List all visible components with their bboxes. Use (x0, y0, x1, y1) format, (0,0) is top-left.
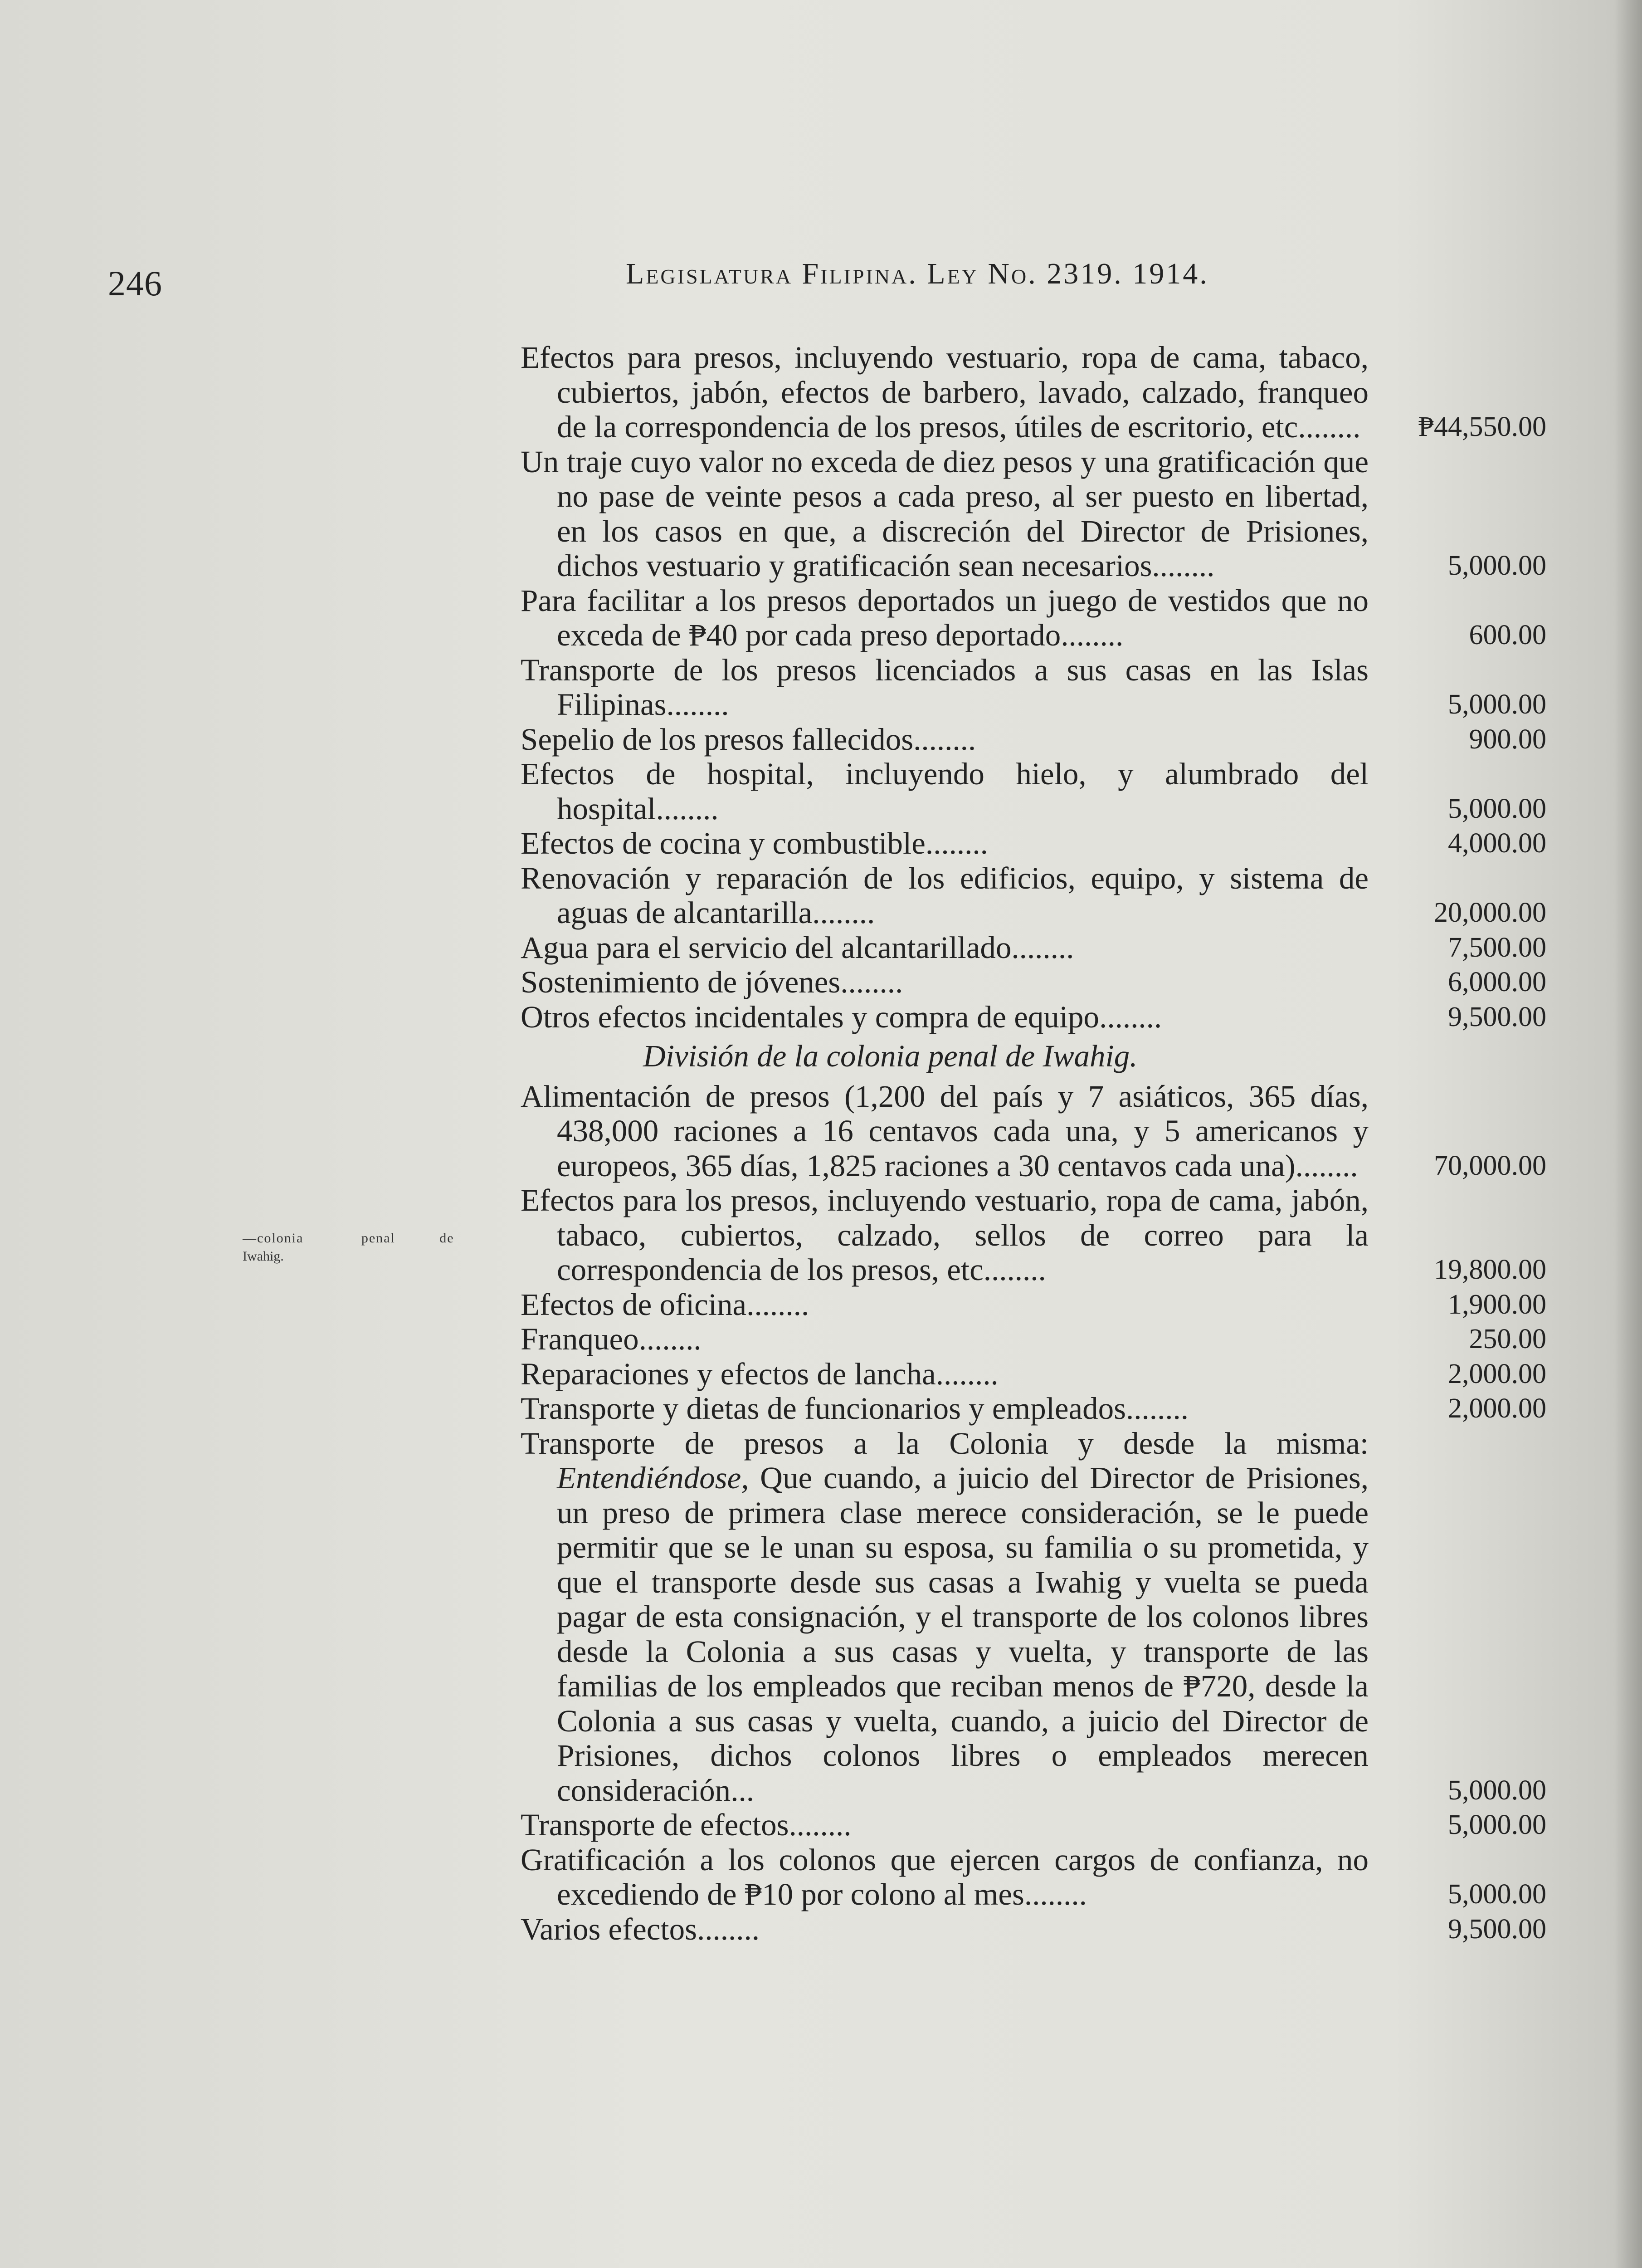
item-amount: 9,500.00 (1448, 1001, 1546, 1032)
page-number: 246 (108, 264, 162, 303)
item-amount: 600.00 (1469, 620, 1546, 650)
margin-note-word: Iwahig. (243, 1249, 284, 1264)
item-description: Efectos para los presos, incluyendo vestuario, ropa de cama, jabón, tabaco, cubiertos, calzado, sellos de correo para la correspondencia de los presos, etc........ (521, 1183, 1369, 1287)
item-description: Reparaciones y efectos de lancha........ (521, 1356, 999, 1391)
item-description: Otros efectos incidentales y compra de equipo........ (521, 999, 1162, 1034)
line-item (521, 583, 1546, 653)
line-item (521, 1287, 1546, 1322)
item-amount: 2,000.00 (1448, 1358, 1546, 1389)
item-amount: 900.00 (1469, 723, 1546, 755)
item-amount: 6,000.00 (1448, 967, 1546, 997)
line-item (521, 757, 1546, 826)
line-item (521, 861, 1546, 930)
item-description: Para facilitar a los presos deportados un juego de vestidos que no exceda de ₱40 por cada preso deportado........ (521, 583, 1369, 652)
item-description: Efectos de hospital, incluyendo hielo, y alumbrado del hospital........ (521, 757, 1369, 826)
item-amount: 2,000.00 (1448, 1393, 1546, 1424)
item-description: Efectos para presos, incluyendo vestuario, ropa de cama, tabaco, cubiertos, jabón, efectos de barbero, lavado, calzado, franqueo de la correspondencia de los presos, útiles de escritorio, etc........ (521, 340, 1369, 444)
item-description: Alimentación de presos (1,200 del país y 7 asiáticos, 365 días, 438,000 raciones a 16 centavos cada una, y 5 americanos y europeos, 365 días, 1,825 raciones a 30 centavos cada una)........ (521, 1079, 1369, 1183)
item-description: Transporte de presos a la Colonia y desde la misma: Entendiéndose, Que cuando, a juicio del Director de Prisiones, un preso de primera clase merece consideración, se le puede permitir que se le unan su esposa, su familia o su prometida, y que el transporte desde sus casas a Iwahig y vuelta se pueda pagar de esta consignación, y el transporte de los colonos libres desde la Colonia a sus casas y vuelta, y transporte de las familias de los empleados que reciban menos de ₱720, desde la Colonia a sus casas y vuelta, cuando, a juicio del Director de Prisiones, dichos colonos libres o empleados merecen consideración... (521, 1426, 1369, 1808)
line-item (521, 1183, 1546, 1287)
line-item (521, 1912, 1546, 1947)
line-item (521, 965, 1546, 1000)
item-amount: 19,800.00 (1434, 1254, 1546, 1285)
line-item (521, 1322, 1546, 1357)
line-item (521, 653, 1546, 722)
item-description: Gratificación a los colonos que ejercen cargos de confianza, no excediendo de ₱10 por colono al mes........ (521, 1842, 1369, 1911)
line-item (521, 930, 1546, 965)
item-amount: 5,000.00 (1448, 1774, 1546, 1806)
item-description: Transporte de efectos........ (521, 1808, 852, 1842)
item-amount: 70,000.00 (1434, 1150, 1546, 1181)
margin-note (243, 1229, 524, 1266)
item-amount: 5,000.00 (1448, 689, 1546, 720)
item-amount: 5,000.00 (1448, 793, 1546, 824)
line-item (521, 1426, 1546, 1808)
item-description: Renovación y reparación de los edificios, equipo, y sistema de aguas de alcantarilla........ (521, 860, 1369, 930)
line-item (521, 1357, 1546, 1392)
line-item (521, 1000, 1546, 1035)
item-group-prison (521, 340, 1546, 1034)
item-description: Agua para el servicio del alcantarillado........ (521, 930, 1074, 965)
item-group-iwahig (521, 1079, 1546, 1426)
line-item (521, 1079, 1546, 1183)
item-description: Efectos de oficina........ (521, 1287, 809, 1322)
item-amount: 1,900.00 (1448, 1289, 1546, 1320)
running-head: Legislatura Filipina. Ley No. 2319. 1914. (626, 257, 1209, 290)
item-group-iwahig-continued (521, 1808, 1546, 1946)
margin-note-word: —colonia (243, 1231, 304, 1246)
item-amount: 250.00 (1469, 1324, 1546, 1354)
item-description: Efectos de cocina y combustible........ (521, 826, 988, 860)
line-item (521, 445, 1546, 583)
item-description: Transporte de los presos licenciados a sus casas en las Islas Filipinas........ (521, 652, 1369, 722)
item-amount: 9,500.00 (1448, 1913, 1546, 1945)
appropriation-list (521, 340, 1546, 1946)
item-amount: 20,000.00 (1434, 897, 1546, 928)
item-amount: 5,000.00 (1448, 1879, 1546, 1910)
item-description: Transporte y dietas de funcionarios y empleados........ (521, 1391, 1189, 1426)
line-item (521, 722, 1546, 757)
margin-note-word: penal (361, 1231, 395, 1246)
item-description: Franqueo........ (521, 1322, 702, 1356)
division-heading: División de la colonia penal de Iwahig. (643, 1039, 1138, 1073)
item-description: Varios efectos........ (521, 1911, 760, 1946)
line-item (521, 1808, 1546, 1843)
item-amount: 5,000.00 (1448, 550, 1546, 581)
line-item (521, 1391, 1546, 1426)
item-amount: 4,000.00 (1448, 828, 1546, 859)
page-edge-shadow (1615, 0, 1642, 2268)
item-description: Sepelio de los presos fallecidos........ (521, 722, 976, 757)
item-amount: ₱44,550.00 (1418, 411, 1546, 442)
item-amount: 7,500.00 (1448, 932, 1546, 963)
line-item (521, 826, 1546, 861)
item-description: Sostenimiento de jóvenes........ (521, 965, 903, 999)
line-item (521, 1843, 1546, 1912)
item-amount: 5,000.00 (1448, 1809, 1546, 1840)
item-description: Un traje cuyo valor no exceda de diez pesos y una gratificación que no pase de veinte pesos a cada preso, al ser puesto en libertad, en los casos en que, a discreción del Director de Prisiones, dichos vestuario y gratificación sean necesarios........ (521, 444, 1369, 583)
margin-note-word: de (439, 1231, 454, 1246)
line-item (521, 340, 1546, 445)
